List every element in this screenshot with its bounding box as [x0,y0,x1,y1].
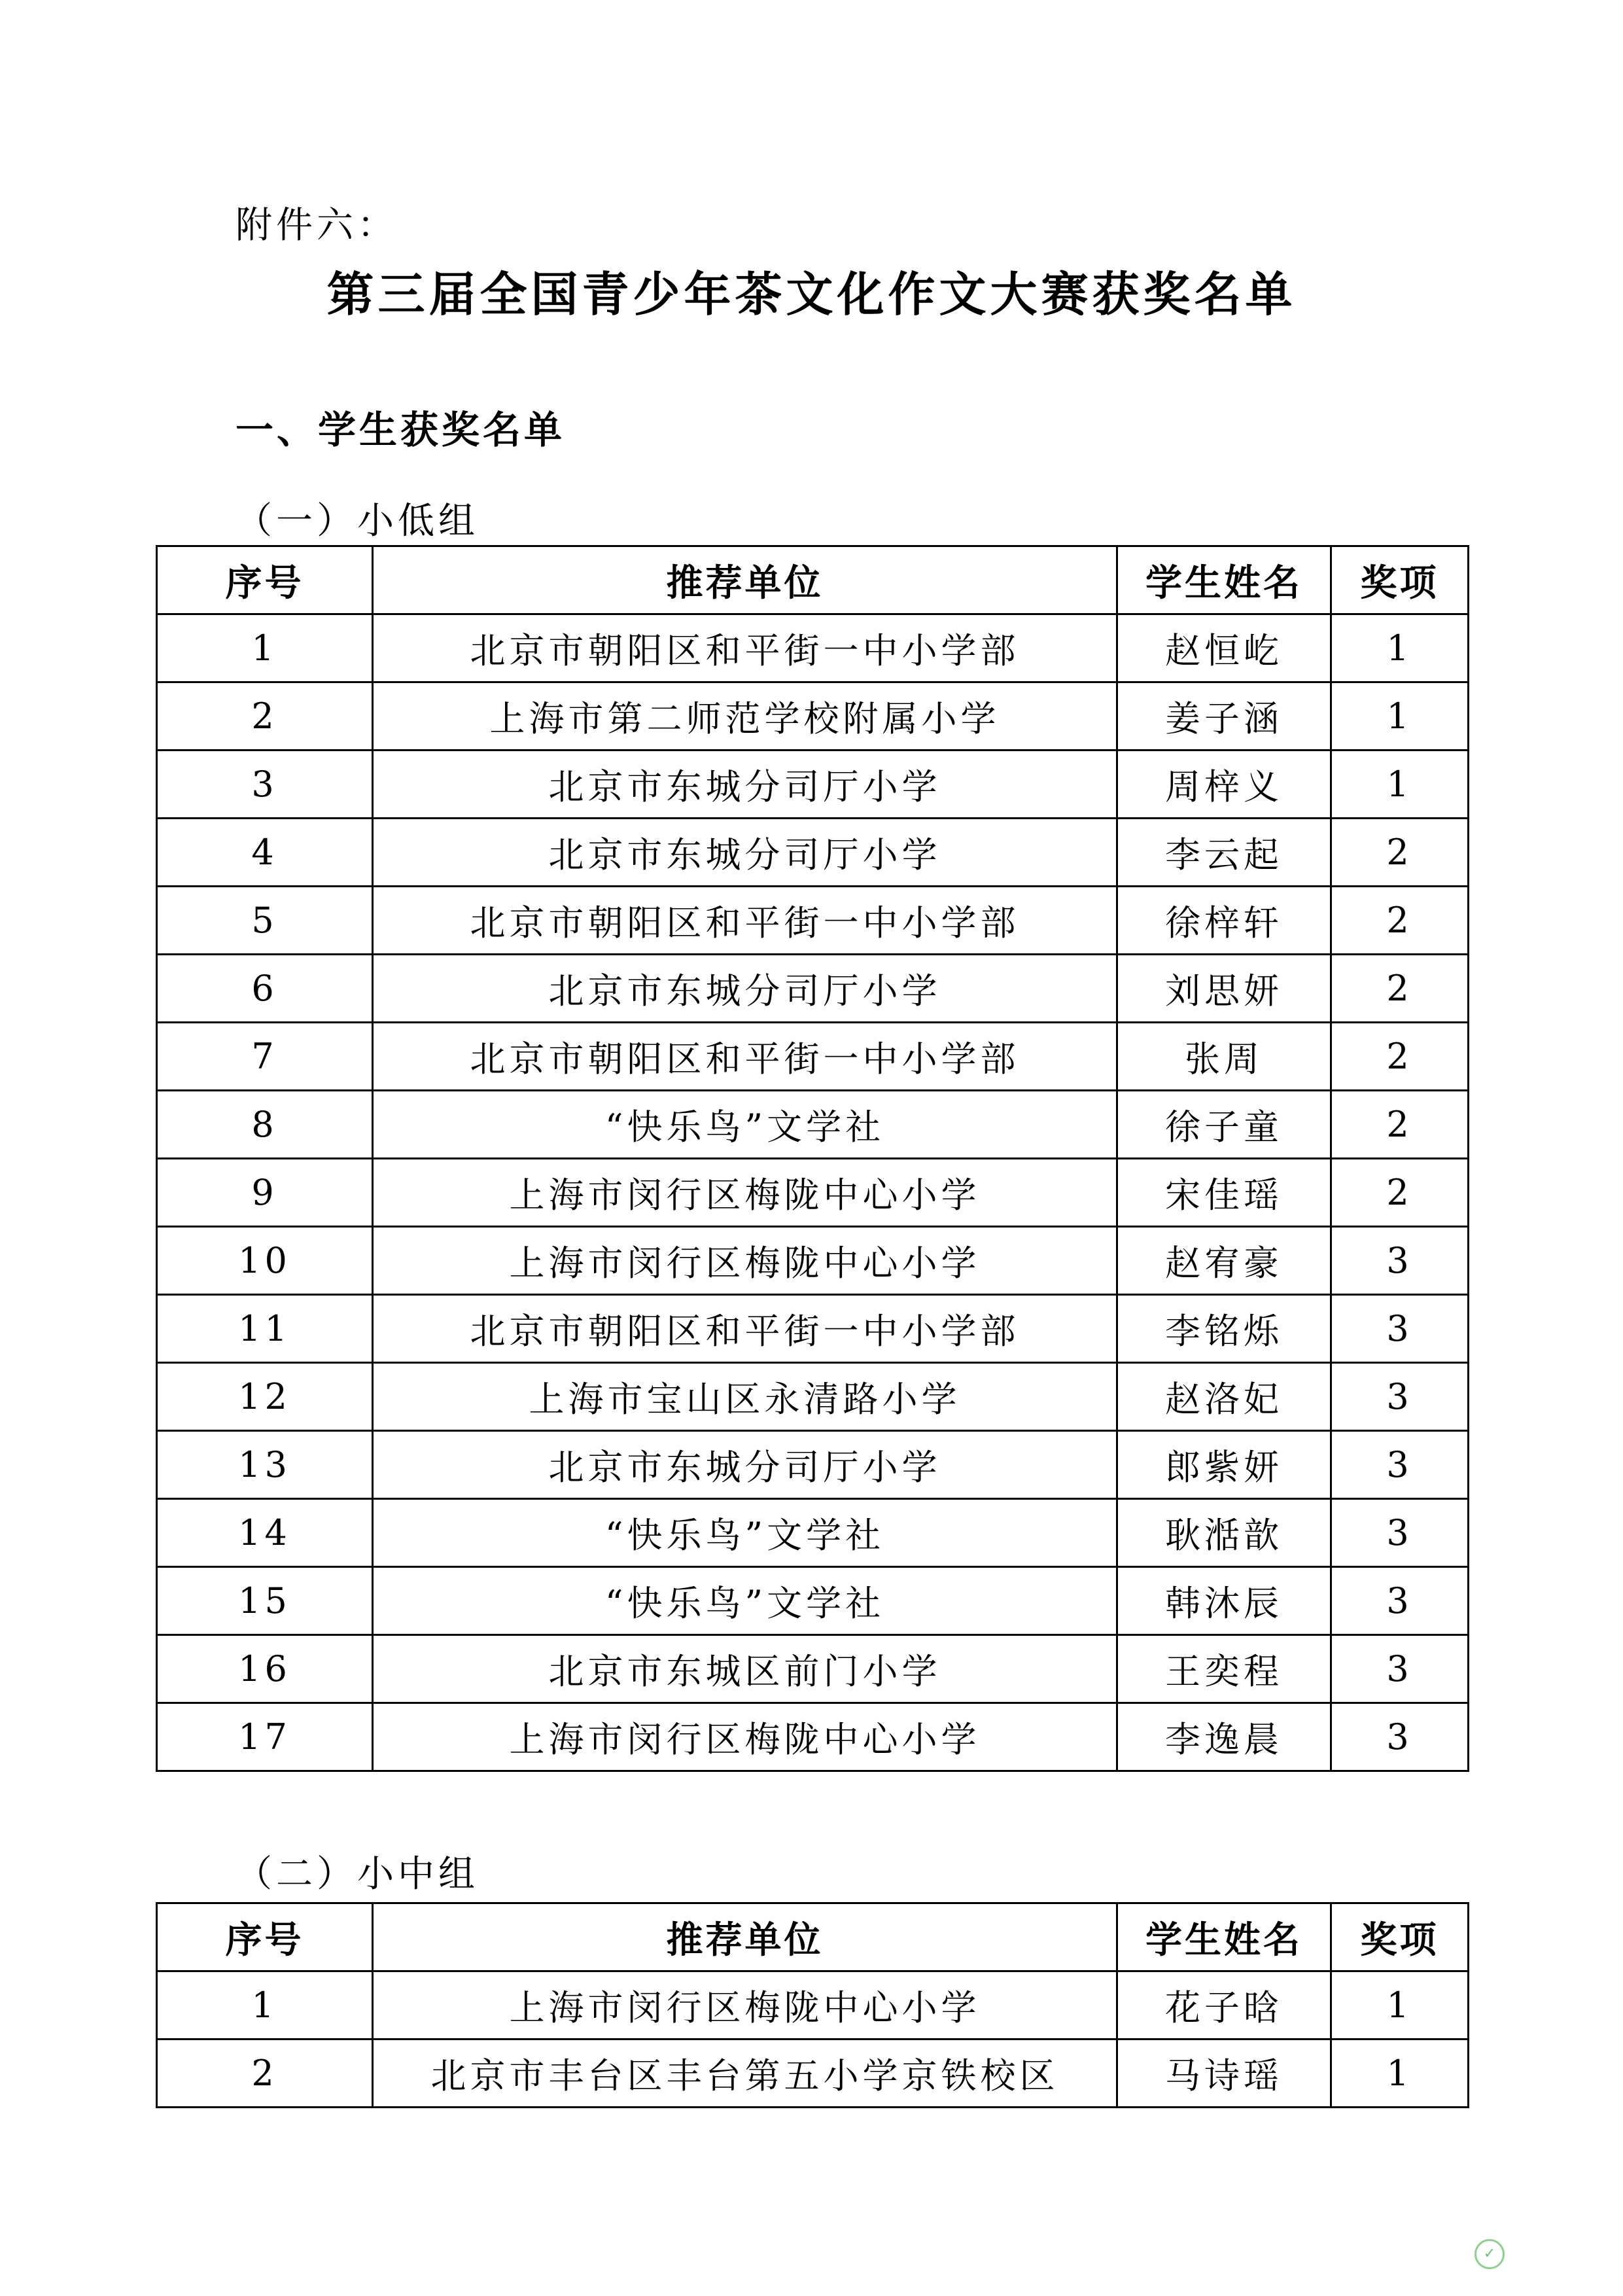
group-heading-junior-low: （一）小低组 [236,500,479,542]
cell-award: 1 [1331,682,1469,751]
cell-name: 耿湉歆 [1117,1499,1331,1567]
table-row [157,1499,1469,1567]
table-row [157,1227,1469,1295]
cell-award: 2 [1331,1091,1469,1159]
cell-name: 赵宥豪 [1117,1227,1331,1295]
cell-name: 赵洛妃 [1117,1363,1331,1431]
cell-name: 徐子童 [1117,1091,1331,1159]
table-row [157,887,1469,955]
cell-no: 15 [157,1567,373,1635]
cell-unit: 上海市闵行区梅陇中心小学 [373,1227,1117,1295]
cell-no: 14 [157,1499,373,1567]
table-row [157,614,1469,682]
header-no: 序号 [157,1903,373,1971]
cell-award: 3 [1331,1363,1469,1431]
cell-name: 花子晗 [1117,1971,1331,2040]
cell-no: 17 [157,1703,373,1771]
cell-no: 8 [157,1091,373,1159]
table-row [157,1295,1469,1363]
cell-unit: 北京市东城分司厅小学 [373,819,1117,887]
cell-name: 宋佳瑶 [1117,1159,1331,1227]
cell-award: 2 [1331,887,1469,955]
header-unit: 推荐单位 [373,1903,1117,1971]
table-row [157,1363,1469,1431]
cell-name: 刘思妍 [1117,955,1331,1023]
cell-no: 2 [157,682,373,751]
header-award: 奖项 [1331,546,1469,614]
cell-no: 1 [157,614,373,682]
cell-unit: 北京市朝阳区和平街一中小学部 [373,1295,1117,1363]
table-row [157,1971,1469,2040]
cell-unit: 北京市东城分司厅小学 [373,1431,1117,1499]
cell-name: 徐梓轩 [1117,887,1331,955]
table-row [157,1635,1469,1703]
table-row [157,1431,1469,1499]
cell-unit: 北京市东城区前门小学 [373,1635,1117,1703]
section-heading: 一、学生获奖名单 [236,408,566,452]
table-row [157,1703,1469,1771]
table-row [157,1567,1469,1635]
award-table-junior-mid [156,1902,1469,2108]
cell-name: 周梓义 [1117,751,1331,819]
cell-award: 1 [1331,614,1469,682]
cell-unit: 北京市东城分司厅小学 [373,751,1117,819]
table-row [157,1091,1469,1159]
cell-unit: 北京市朝阳区和平街一中小学部 [373,1023,1117,1091]
cell-no: 12 [157,1363,373,1431]
table-row [157,1159,1469,1227]
cell-no: 3 [157,751,373,819]
cell-no: 2 [157,2040,373,2108]
table-row [157,955,1469,1023]
table-header-row [157,546,1469,614]
cell-unit: 上海市宝山区永清路小学 [373,1363,1117,1431]
header-award: 奖项 [1331,1903,1469,1971]
table-row [157,682,1469,751]
cell-no: 11 [157,1295,373,1363]
attachment-label: 附件六： [236,204,398,247]
cell-name: 姜子涵 [1117,682,1331,751]
header-unit: 推荐单位 [373,546,1117,614]
cell-name: 赵恒屹 [1117,614,1331,682]
cell-no: 16 [157,1635,373,1703]
cell-unit: “快乐鸟”文学社 [373,1567,1117,1635]
cell-award: 3 [1331,1567,1469,1635]
table-header-row [157,1903,1469,1971]
cell-no: 9 [157,1159,373,1227]
cell-name: 李逸晨 [1117,1703,1331,1771]
cell-unit: 上海市闵行区梅陇中心小学 [373,1159,1117,1227]
cell-unit: 北京市东城分司厅小学 [373,955,1117,1023]
table-row [157,2040,1469,2108]
document-title: 第三届全国青少年茶文化作文大赛获奖名单 [326,267,1297,322]
cell-no: 13 [157,1431,373,1499]
cell-unit: 北京市丰台区丰台第五小学京铁校区 [373,2040,1117,2108]
table-row [157,819,1469,887]
cell-name: 张周 [1117,1023,1331,1091]
cell-award: 2 [1331,955,1469,1023]
header-no: 序号 [157,546,373,614]
cell-name: 李云起 [1117,819,1331,887]
cell-award: 3 [1331,1227,1469,1295]
cell-no: 6 [157,955,373,1023]
cell-unit: 北京市朝阳区和平街一中小学部 [373,614,1117,682]
cell-award: 1 [1331,1971,1469,2040]
cell-no: 10 [157,1227,373,1295]
header-name: 学生姓名 [1117,546,1331,614]
cell-unit: “快乐鸟”文学社 [373,1499,1117,1567]
cell-award: 1 [1331,2040,1469,2108]
page-corner-icon: ✓ [1475,2239,1505,2269]
cell-unit: 上海市闵行区梅陇中心小学 [373,1703,1117,1771]
cell-unit: 上海市闵行区梅陇中心小学 [373,1971,1117,2040]
table-row [157,751,1469,819]
cell-no: 5 [157,887,373,955]
cell-award: 3 [1331,1431,1469,1499]
cell-award: 2 [1331,1023,1469,1091]
group-heading-junior-mid: （二）小中组 [236,1853,479,1896]
cell-award: 3 [1331,1635,1469,1703]
cell-no: 7 [157,1023,373,1091]
cell-unit: “快乐鸟”文学社 [373,1091,1117,1159]
cell-name: 马诗瑶 [1117,2040,1331,2108]
award-table-junior-low [156,545,1469,1772]
table-row [157,1023,1469,1091]
cell-no: 4 [157,819,373,887]
cell-name: 郎紫妍 [1117,1431,1331,1499]
cell-award: 3 [1331,1499,1469,1567]
cell-name: 李铭烁 [1117,1295,1331,1363]
cell-name: 韩沐辰 [1117,1567,1331,1635]
cell-award: 3 [1331,1295,1469,1363]
cell-award: 1 [1331,751,1469,819]
cell-award: 3 [1331,1703,1469,1771]
header-name: 学生姓名 [1117,1903,1331,1971]
cell-unit: 上海市第二师范学校附属小学 [373,682,1117,751]
cell-no: 1 [157,1971,373,2040]
cell-award: 2 [1331,819,1469,887]
cell-award: 2 [1331,1159,1469,1227]
cell-unit: 北京市朝阳区和平街一中小学部 [373,887,1117,955]
cell-name: 王奕程 [1117,1635,1331,1703]
